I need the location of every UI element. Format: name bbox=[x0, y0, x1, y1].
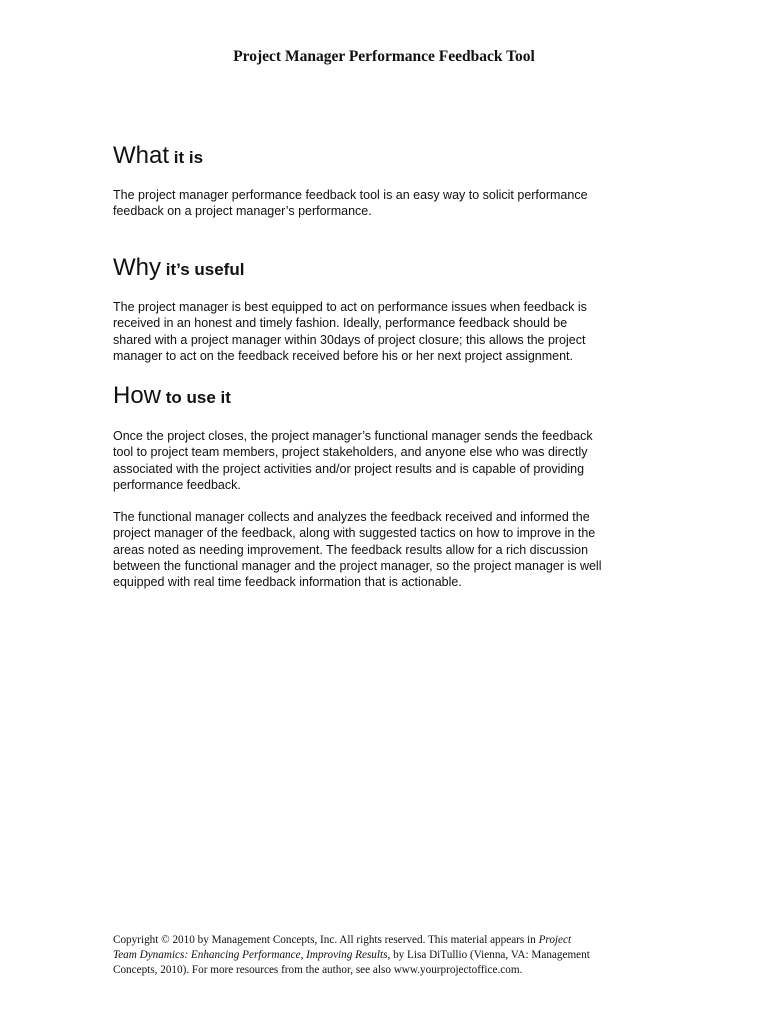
heading-how-to-use-it bbox=[113, 382, 231, 410]
paragraph-how-to-use-it-1: Once the project closes, the project manager’s functional manager sends the feedback tool to project team members, project stakeholders, and anyone else who was directly associated with the project activities and/or project results and is capable of providing performance feedback. bbox=[113, 429, 593, 492]
heading-rest: it is bbox=[169, 148, 204, 167]
heading-what-it-is bbox=[113, 142, 203, 170]
paragraph-what-it-is: The project manager performance feedback tool is an easy way to solicit performance feedback on a project manager’s performance. bbox=[113, 188, 588, 219]
page-title: Project Manager Performance Feedback Tool bbox=[233, 48, 535, 65]
footer-book-title: Project Team Dynamics: Enhancing Performance, Improving Results bbox=[113, 934, 572, 961]
paragraph-why-its-useful: The project manager is best equipped to act on performance issues when feedback is received in an honest and timely fashion. Ideally, performance feedback should be shared with a project manager within 30days of project closure; this allows the project manager to act on the feedback received before his or her next project assignment. bbox=[113, 300, 587, 363]
footer-copyright-text: Copyright © 2010 by Management Concepts, Inc. All rights reserved. This material appears in bbox=[113, 934, 539, 946]
heading-why-its-useful bbox=[113, 254, 244, 282]
footer-citation-text: , by Lisa DiTullio (Vienna, VA: Management Concepts, 2010). For more resources from the author, see also www.yourprojectoffice.com. bbox=[113, 949, 590, 976]
paragraph-how-to-use-it-2: The functional manager collects and analyzes the feedback received and informed the project manager of the feedback, along with suggested tactics on how to improve in the areas noted as needing improvement. The feedback results allow for a rich discussion between the functional manager and the project manager, so the project manager is well equipped with real time feedback information that is actionable. bbox=[113, 510, 602, 590]
heading-keyword: Why bbox=[113, 254, 161, 281]
copyright-footer bbox=[113, 933, 673, 978]
heading-rest: to use it bbox=[161, 388, 231, 407]
heading-rest: it’s useful bbox=[161, 260, 245, 279]
heading-keyword: What bbox=[113, 142, 170, 169]
heading-keyword: How bbox=[113, 382, 162, 409]
